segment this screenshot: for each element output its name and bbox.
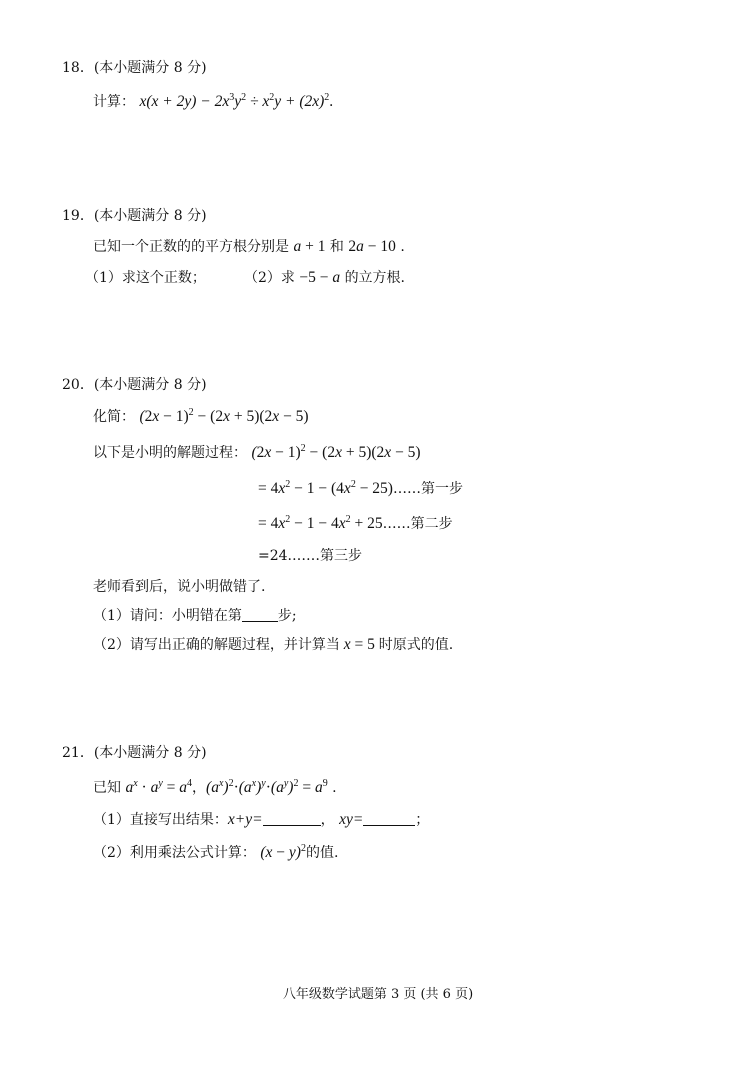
q19-header: 19．(本小题满分 8 分) bbox=[62, 208, 207, 224]
q20-step1-label: ……第一步 bbox=[392, 481, 463, 497]
q20-simplify-expr: $(2x - 1)^2 - (2x + 5)(2x - 5)$ bbox=[139, 407, 309, 425]
q18-body bbox=[93, 92, 333, 112]
q20-header: 20．(本小题满分 8 分) bbox=[62, 377, 207, 393]
q21-sum-blank[interactable] bbox=[263, 811, 321, 826]
q19-stem-prefix: 已知一个正数的的平方根分别是 bbox=[93, 239, 289, 255]
q21-part2-suffix: 的值. bbox=[305, 845, 339, 861]
q21-part2-expr: $(x - y)^2$ bbox=[260, 843, 306, 861]
q20-step1-expr: = $4x^2 - 1 - (4x^2 - 25)$ bbox=[258, 479, 393, 497]
q20-part2-condition: x = 5 bbox=[339, 636, 375, 653]
q19-part1: （1）求这个正数； bbox=[85, 270, 206, 286]
q20-part2-suffix: 时原式的值. bbox=[378, 637, 454, 653]
q19-part2-prefix: （2）求 bbox=[244, 270, 295, 286]
q20-step3: =24.……第三步 bbox=[258, 548, 362, 564]
q21-given-2: $(a^x)^2\cdot(a^x)^y\cdot(a^y)^2 = a^9$ bbox=[206, 778, 328, 796]
q19-part2 bbox=[244, 268, 405, 288]
q19-stem-and: 和 bbox=[329, 239, 344, 255]
q19-stem bbox=[93, 237, 405, 257]
q20-part1-suffix: 步; bbox=[277, 608, 297, 624]
q18-expression: $x(x + 2y) - 2x^3y^2 \div x^2y + (2x)^2$. bbox=[139, 92, 334, 110]
q20-part2 bbox=[93, 635, 453, 655]
q21-prod-blank[interactable] bbox=[363, 811, 415, 826]
q21-part1-end: ； bbox=[415, 812, 430, 828]
q20-simplify bbox=[93, 407, 309, 427]
q18-prefix: 计算： bbox=[93, 94, 135, 110]
q21-stem-end: . bbox=[332, 780, 337, 796]
q18-header: 18．(本小题满分 8 分) bbox=[62, 60, 207, 76]
q20-simplify-prefix: 化简： bbox=[93, 409, 135, 425]
q21-part2-prefix: （2）利用乘法公式计算： bbox=[93, 845, 256, 861]
q21-part1-sum-label: x+y= bbox=[227, 811, 263, 828]
q21-part1-prefix: （1）直接写出结果： bbox=[93, 812, 228, 828]
q21-part2 bbox=[93, 843, 338, 863]
q21-stem-mid: ， bbox=[192, 780, 207, 796]
q21-given-1: $a^x \cdot a^y = a^4$ bbox=[125, 778, 193, 796]
q20-process-expr: $(2x - 1)^2 - (2x + 5)(2x - 5)$ bbox=[251, 443, 421, 461]
q21-part1 bbox=[93, 810, 429, 830]
q19-root-b: 2a − 10 bbox=[348, 238, 396, 255]
q19-stem-end: . bbox=[400, 239, 405, 255]
q19-root-a: a + 1 bbox=[293, 238, 326, 255]
q20-part1-prefix: （1）请问：小明错在第 bbox=[93, 608, 242, 624]
q21-stem-prefix: 已知 bbox=[93, 780, 121, 796]
q20-step2 bbox=[258, 514, 453, 534]
q21-header: 21．(本小题满分 8 分) bbox=[62, 745, 207, 761]
q20-teacher: 老师看到后，说小明做错了. bbox=[93, 579, 266, 595]
q21-part1-sep: ， bbox=[320, 812, 335, 828]
q21-part1-prod-label: xy= bbox=[339, 811, 364, 828]
q19-part2-expr: −5 − a bbox=[299, 269, 341, 286]
q19-part2-suffix: 的立方根. bbox=[344, 270, 406, 286]
q20-step1 bbox=[258, 479, 463, 499]
q20-step2-label: ……第二步 bbox=[382, 516, 453, 532]
page-footer: 八年级数学试题第 3 页 (共 6 页) bbox=[282, 987, 474, 1002]
q20-part1 bbox=[93, 606, 297, 626]
q20-process-prefix: 以下是小明的解题过程： bbox=[93, 445, 247, 461]
q20-part1-blank[interactable] bbox=[242, 607, 278, 622]
q21-stem bbox=[93, 778, 337, 798]
q20-step2-expr: = $4x^2 - 1 - 4x^2 + 25$ bbox=[258, 514, 383, 532]
q20-part2-prefix: （2）请写出正确的解题过程，并计算当 bbox=[93, 637, 340, 653]
q20-process bbox=[93, 443, 421, 463]
